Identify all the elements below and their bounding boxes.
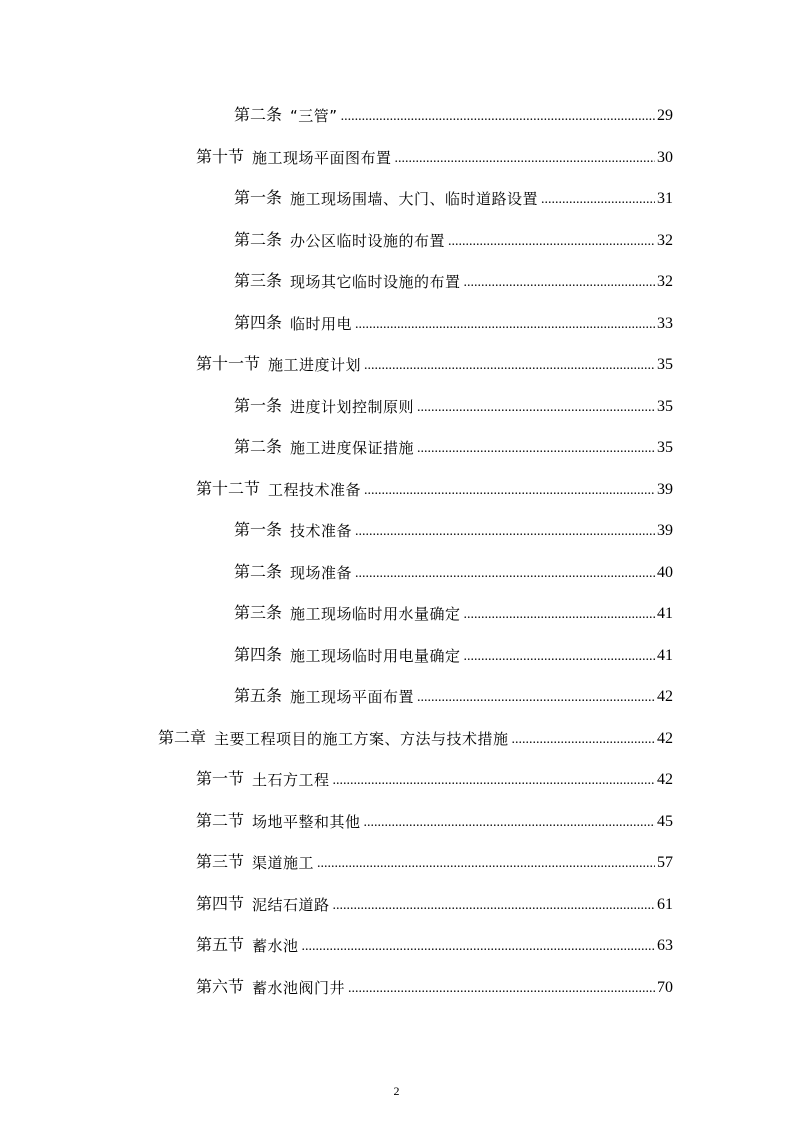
toc-entry-number: 第四条 <box>234 646 283 664</box>
toc-entry-number: 第四条 <box>234 314 283 332</box>
toc-entry-page: 32 <box>657 273 673 290</box>
toc-entry[interactable] <box>234 173 673 209</box>
toc-entry-number: 第十一节 <box>196 356 261 373</box>
dot-leader <box>302 938 655 956</box>
toc-entry[interactable] <box>234 90 673 126</box>
toc-entry-page: 61 <box>657 895 673 913</box>
toc-entry-title: 施工现场平面图布置 <box>252 148 392 167</box>
toc-entry-number: 第一条 <box>234 190 283 207</box>
toc-entry-page: 29 <box>657 107 673 124</box>
toc-entry-number: 第二条 <box>234 563 283 581</box>
dot-leader <box>355 316 655 334</box>
toc-entry-title: 进度计划控制原则 <box>290 397 415 416</box>
toc-entry[interactable] <box>234 381 673 417</box>
toc-entry-title: 土石方工程 <box>252 771 330 789</box>
toc-entry-page: 35 <box>657 356 673 373</box>
toc-entry-number: 第二条 <box>234 231 283 249</box>
toc-entry-page: 39 <box>657 480 673 498</box>
dot-leader <box>464 648 655 666</box>
toc-entry-number: 第十节 <box>196 148 245 166</box>
toc-entry-page: 42 <box>657 771 673 788</box>
dot-leader <box>417 440 655 458</box>
dot-leader <box>341 108 655 126</box>
toc-entry-number: 第五节 <box>196 937 245 954</box>
toc-entry-title: 渠道施工 <box>252 854 315 872</box>
toc-entry-title: 工程技术准备 <box>268 480 362 499</box>
toc-entry-title: 施工现场临时用水量确定 <box>290 605 461 623</box>
toc-entry-page: 40 <box>657 563 673 581</box>
dot-leader <box>448 233 655 251</box>
toc-entry[interactable] <box>196 920 673 956</box>
toc-entry-number: 第二条 <box>234 107 283 124</box>
toc-entry-number: 第三条 <box>234 273 283 290</box>
toc-entry-page: 33 <box>657 314 673 332</box>
dot-leader <box>417 689 655 707</box>
toc-entry[interactable] <box>196 796 673 832</box>
dot-leader <box>317 855 655 873</box>
toc-entry[interactable] <box>196 879 673 915</box>
toc-entry[interactable] <box>234 215 673 251</box>
toc-entry-number: 第一节 <box>196 771 245 788</box>
toc-entry-title: 场地平整和其他 <box>252 812 361 831</box>
toc-entry[interactable] <box>234 256 673 292</box>
toc-entry-page: 63 <box>657 937 673 954</box>
toc-entry[interactable] <box>234 298 673 334</box>
toc-entry-number: 第六节 <box>196 978 245 996</box>
toc-entry-page: 31 <box>657 190 673 207</box>
toc-entry[interactable] <box>234 671 673 707</box>
dot-leader <box>333 772 655 790</box>
toc-entry-title: 施工现场临时用电量确定 <box>290 646 461 665</box>
toc-entry-page: 39 <box>657 522 673 539</box>
dot-leader <box>512 731 655 749</box>
toc-entry[interactable] <box>234 547 673 583</box>
dot-leader <box>364 482 655 500</box>
toc-entry-page: 41 <box>657 605 673 622</box>
toc-entry-page: 57 <box>657 854 673 871</box>
dot-leader <box>464 606 655 624</box>
toc-entry-title: “三管” <box>290 107 338 125</box>
toc-entry[interactable] <box>234 505 673 541</box>
toc-entry-number: 第一条 <box>234 522 283 539</box>
toc-entry-number: 第十二节 <box>196 480 261 498</box>
dot-leader <box>348 980 655 998</box>
toc-entry-number: 第二条 <box>234 439 283 456</box>
toc-entry-number: 第一条 <box>234 397 283 415</box>
toc-entry-number: 第四节 <box>196 895 245 913</box>
toc-entry-title: 施工现场围墙、大门、临时道路设置 <box>290 190 539 208</box>
toc-entry[interactable] <box>196 132 673 168</box>
toc-entry[interactable] <box>196 339 673 375</box>
toc-entry-page: 41 <box>657 646 673 664</box>
toc-entry[interactable] <box>158 713 673 749</box>
toc-entry-title: 技术准备 <box>290 522 353 540</box>
dot-leader <box>355 565 655 583</box>
toc-entry-page: 45 <box>657 812 673 830</box>
toc-entry-number: 第五条 <box>234 688 283 705</box>
dot-leader <box>333 897 655 915</box>
toc-entry-title: 临时用电 <box>290 314 353 333</box>
toc-entry-title: 泥结石道路 <box>252 895 330 914</box>
toc-entry-title: 施工进度保证措施 <box>290 439 415 457</box>
dot-leader <box>464 274 655 292</box>
toc-entry-number: 第二章 <box>158 729 207 747</box>
toc-entry-page: 30 <box>657 148 673 166</box>
toc-entry-title: 施工现场平面布置 <box>290 688 415 706</box>
toc-entry-title: 办公区临时设施的布置 <box>290 231 446 250</box>
toc-entry-number: 第三节 <box>196 854 245 871</box>
dot-leader <box>355 523 655 541</box>
toc-entry[interactable] <box>196 837 673 873</box>
toc-entry[interactable] <box>234 422 673 458</box>
toc-entry-title: 蓄水池阀门井 <box>252 978 346 997</box>
toc-entry-page: 42 <box>657 688 673 705</box>
toc-entry[interactable] <box>196 464 673 500</box>
dot-leader <box>364 814 655 832</box>
toc-entry[interactable] <box>234 630 673 666</box>
toc-entry-title: 主要工程项目的施工方案、方法与技术措施 <box>214 729 509 748</box>
toc-entry-page: 42 <box>657 729 673 747</box>
dot-leader <box>541 191 655 209</box>
toc-entry[interactable] <box>196 962 673 998</box>
toc-entry[interactable] <box>196 754 673 790</box>
dot-leader <box>395 150 655 168</box>
toc-entry-page: 70 <box>657 978 673 996</box>
toc-entry-page: 35 <box>657 397 673 415</box>
dot-leader <box>364 357 655 375</box>
toc-entry-title: 现场准备 <box>290 563 353 582</box>
toc-entry-page: 35 <box>657 439 673 456</box>
dot-leader <box>417 399 655 417</box>
toc-entry[interactable] <box>234 588 673 624</box>
toc-entry-title: 蓄水池 <box>252 937 299 955</box>
toc-entry-number: 第三条 <box>234 605 283 622</box>
toc-entry-title: 现场其它临时设施的布置 <box>290 273 461 291</box>
toc-entry-title: 施工进度计划 <box>268 356 362 374</box>
toc-entry-number: 第二节 <box>196 812 245 830</box>
page-number: 2 <box>393 1084 400 1098</box>
toc-entry-page: 32 <box>657 231 673 249</box>
